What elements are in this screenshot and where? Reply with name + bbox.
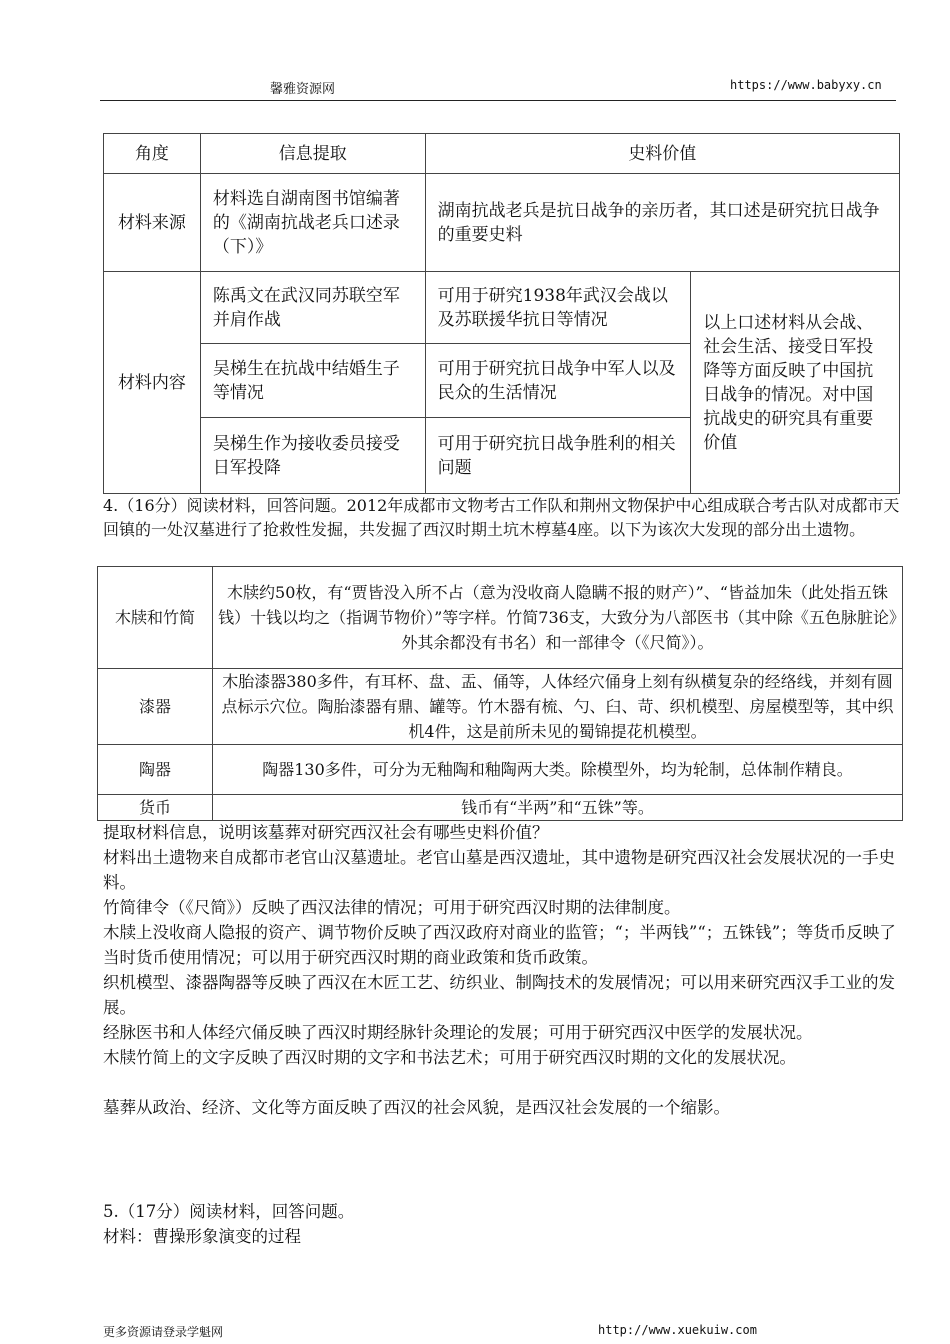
table-header-cell: 史料价值: [425, 134, 899, 174]
source-info: 材料选自湖南图书馆编著的《湖南抗战老兵口述录（下）》: [200, 174, 425, 272]
footer-url[interactable]: http://www.xuekuiw.com: [598, 1323, 757, 1337]
content-value: 可用于研究抗日战争中军人以及民众的生活情况: [425, 344, 691, 418]
content-info: 吴梯生在抗战中结婚生子等情况: [200, 344, 425, 418]
answer-paragraph: 经脉医书和人体经穴俑反映了西汉时期经脉针灸理论的发展；可用于研究西汉中医学的发展状况。: [103, 1023, 813, 1042]
artifact-description: 陶器130多件，可分为无釉陶和釉陶两大类。除模型外，均为轮制，总体制作精良。: [213, 745, 903, 795]
history-source-table: [103, 133, 900, 494]
content-info: 陈禹文在武汉同苏联空军并肩作战: [200, 272, 425, 344]
question-4-answer: [103, 820, 903, 1120]
row-label-content: 材料内容: [104, 272, 201, 494]
question-5-material: 材料：曹操形象演变的过程: [103, 1227, 301, 1246]
artifact-label: 漆器: [98, 669, 213, 745]
question-4-intro: 4.（16分）阅读材料，回答问题。2012年成都市文物考古工作队和荆州文物保护中心组成联合考古队对成都市天回镇的一处汉墓进行了抢救性发掘，共发掘了西汉时期土坑木椁墓4座。以下为该次大发现的部分出土遗物。: [103, 496, 900, 539]
answer-conclusion: 墓葬从政治、经济、文化等方面反映了西汉的社会风貌，是西汉社会发展的一个缩影。: [103, 1098, 730, 1117]
artifact-description: 木牍约50枚，有“贾皆没入所不占（意为没收商人隐瞒不报的财产）”、“皆益加朱（此处指五铢钱）十钱以均之（指调节物价）”等字样。竹简736支，大致分为八部医书（其中除《五色脉脏论》外其余都没有书名）和一部律令（《尺简》）。: [213, 567, 903, 669]
content-value: 可用于研究1938年武汉会战以及苏联援华抗日等情况: [425, 272, 691, 344]
artifact-description: 木胎漆器380多件，有耳杯、盘、盂、俑等，人体经穴俑身上刻有纵横复杂的经络线，并刻有圆点标示穴位。陶胎漆器有鼎、罐等。竹木器有梳、勺、臼、苛、织机模型、房屋模型等，其中织机4件，这是前所未见的蜀锦提花机模型。: [213, 669, 903, 745]
header-site-name: 馨雅资源网: [270, 82, 336, 97]
answer-paragraph: 竹简律令（《尺简》）反映了西汉法律的情况；可用于研究西汉时期的法律制度。: [103, 898, 681, 917]
table-header-cell: 信息提取: [200, 134, 425, 174]
footer-text: 更多资源请登录学魁网: [103, 1325, 224, 1339]
question-4-prompt: 提取材料信息，说明该墓葬对研究西汉社会有哪些史料价值？: [103, 823, 549, 842]
header-divider: [100, 100, 896, 101]
artifact-table: [97, 566, 903, 821]
answer-paragraph: 木牍上没收商人隐报的资产、调节物价反映了西汉政府对商业的监管；“；半两钱”“；五铢钱”；等货币反映了当时货币使用情况；可以用于研究西汉时期的商业政策和货币政策。: [103, 923, 896, 967]
source-value: 湖南抗战老兵是抗日战争的亲历者，其口述是研究抗日战争的重要史料: [425, 174, 899, 272]
answer-paragraph: 织机模型、漆器陶器等反映了西汉在木匠工艺、纺织业、制陶技术的发展情况；可以用来研究西汉手工业的发展。: [103, 973, 895, 1017]
artifact-label: 木牍和竹简: [98, 567, 213, 669]
artifact-label: 货币: [98, 795, 213, 821]
content-value: 可用于研究抗日战争胜利的相关问题: [425, 418, 691, 494]
artifact-description: 钱币有“半两”和“五铢”等。: [213, 795, 903, 821]
question-5: [103, 1199, 903, 1249]
artifact-label: 陶器: [98, 745, 213, 795]
row-label-source: 材料来源: [104, 174, 201, 272]
answer-paragraph: 材料出土遗物来自成都市老官山汉墓遗址。老官山墓是西汉遗址，其中遗物是研究西汉社会发展状况的一手史料。: [103, 848, 895, 892]
content-info: 吴梯生作为接收委员接受日军投降: [200, 418, 425, 494]
content-summary: 以上口述材料从会战、社会生活、接受日军投降等方面反映了中国抗日战争的情况。对中国抗战史的研究具有重要价值: [691, 272, 900, 494]
table-header-cell: 角度: [104, 134, 201, 174]
question-5-intro: 5.（17分）阅读材料，回答问题。: [103, 1202, 355, 1221]
header-url[interactable]: https://www.babyxy.cn: [730, 78, 882, 92]
answer-paragraph: 木牍竹简上的文字反映了西汉时期的文字和书法艺术；可用于研究西汉时期的文化的发展状况。: [103, 1048, 796, 1067]
